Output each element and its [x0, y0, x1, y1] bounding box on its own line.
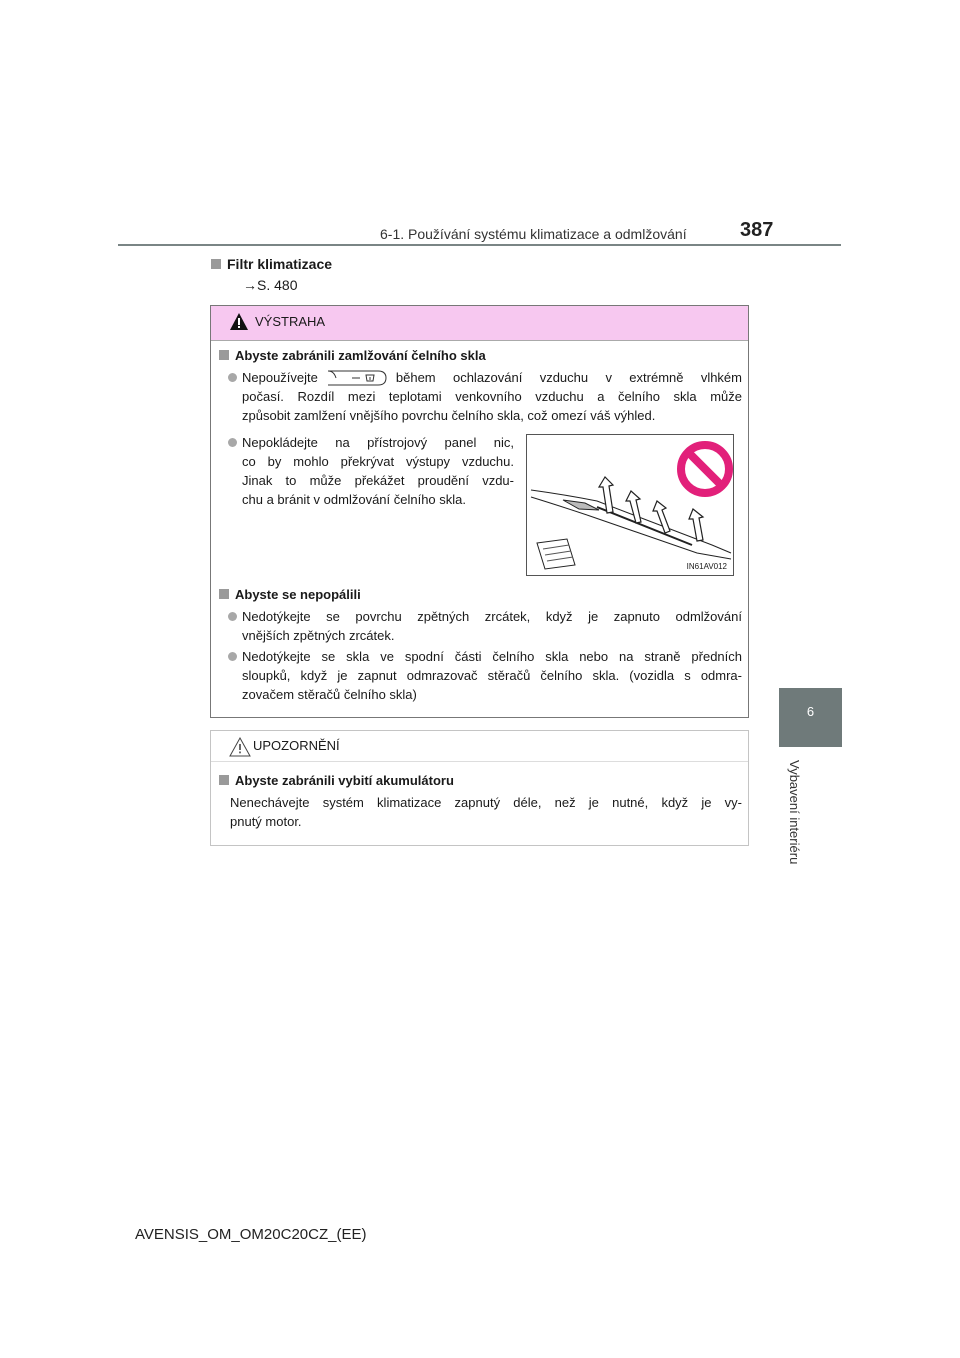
warning-triangle-icon [229, 312, 249, 331]
burn-bullet-1 [242, 607, 742, 645]
battery-text-line: pnutý motor. [230, 814, 302, 829]
warning-header [211, 306, 748, 341]
battery-text [230, 793, 742, 831]
fog-bullet-2 [242, 433, 514, 509]
square-bullet-icon [219, 589, 229, 599]
illustration-code: IN61AV012 [686, 562, 727, 571]
battery-text-line: Nenechávejte systém klimatizace zapnutý déle, než je nutné, když je vy- [230, 795, 742, 810]
filter-page-reference: →S. 480 [243, 277, 298, 293]
bullet-dot-icon [228, 438, 237, 447]
fog-bullet-1-line-2: počasí. Rozdíl mezi teplotami venkovního vzduchu a čelního skla může [242, 389, 742, 404]
header-divider [118, 244, 841, 246]
burn-heading-text: Abyste se nepopálili [235, 587, 361, 602]
burn-heading [219, 587, 361, 602]
fog-bullet-1-text-b: během ochlazování vzduchu v extrémně vlhkém [395, 370, 742, 385]
warning-title: VÝSTRAHA [255, 314, 326, 329]
square-bullet-icon [219, 775, 229, 785]
fog-bullet-1-line-3: způsobit zamlžení vnějšího povrchu čelního skla, což omezí váš výhled. [242, 408, 656, 423]
page-number: 387 [740, 219, 774, 241]
chapter-tab [779, 688, 842, 747]
burn-bullet-1-line: vnějších zpětných zrcátek. [242, 628, 395, 643]
section-title: 6-1. Používání systému klimatizace a odmlžování [380, 226, 687, 242]
fog-bullet-1-text-a: Nepoužívejte [242, 370, 318, 385]
fog-heading-text: Abyste zabránili zamlžování čelního skla [235, 348, 486, 363]
fog-bullet-2-line: Nepokládejte na přístrojový panel nic, [242, 435, 514, 450]
burn-bullet-2-line: zovačem stěračů čelního skla) [242, 687, 417, 702]
document-code: AVENSIS_OM_OM20C20CZ_(EE) [135, 1226, 367, 1243]
burn-bullet-2-line: Nedotýkejte se skla ve spodní části čelního skla nebo na straně předních [242, 649, 742, 664]
caution-title: UPOZORNĚNÍ [253, 738, 340, 753]
caution-box [210, 730, 749, 846]
fog-bullet-1 [242, 368, 742, 425]
bullet-dot-icon [228, 373, 237, 382]
chapter-number: 6 [806, 704, 815, 719]
square-bullet-icon [219, 350, 229, 360]
filter-heading [211, 256, 332, 272]
battery-heading-text: Abyste zabránili vybití akumulátoru [235, 773, 454, 788]
fog-bullet-1-line-1 [242, 368, 742, 387]
fog-bullet-2-line: co by mohlo překrývat výstupy vzduchu. [242, 454, 514, 469]
dashboard-airflow-drawing [527, 435, 733, 575]
windshield-defog-button-icon [326, 369, 388, 387]
fog-heading [219, 348, 486, 363]
caution-header [211, 731, 748, 762]
bullet-dot-icon [228, 612, 237, 621]
warning-box [210, 305, 749, 718]
bullet-dot-icon [228, 652, 237, 661]
chapter-label: Vybavení interiéru [787, 760, 802, 865]
square-bullet-icon [211, 259, 221, 269]
caution-triangle-icon [229, 737, 251, 757]
fog-bullet-2-line: chu a bránit v odmlžování čelního skla. [242, 492, 467, 507]
fog-bullet-2-line: Jinak to může překážet proudění vzdu- [242, 473, 514, 488]
filter-heading-text: Filtr klimatizace [227, 256, 333, 272]
dashboard-vent-illustration [526, 434, 734, 576]
battery-heading [219, 773, 454, 788]
burn-bullet-2-line: sloupků, když je zapnut odmrazovač stěračů čelního skla. (vozidla s odmra- [242, 668, 742, 683]
burn-bullet-1-line: Nedotýkejte se povrchu zpětných zrcátek, když je zapnuto odmlžování [242, 609, 742, 624]
burn-bullet-2 [242, 647, 742, 704]
